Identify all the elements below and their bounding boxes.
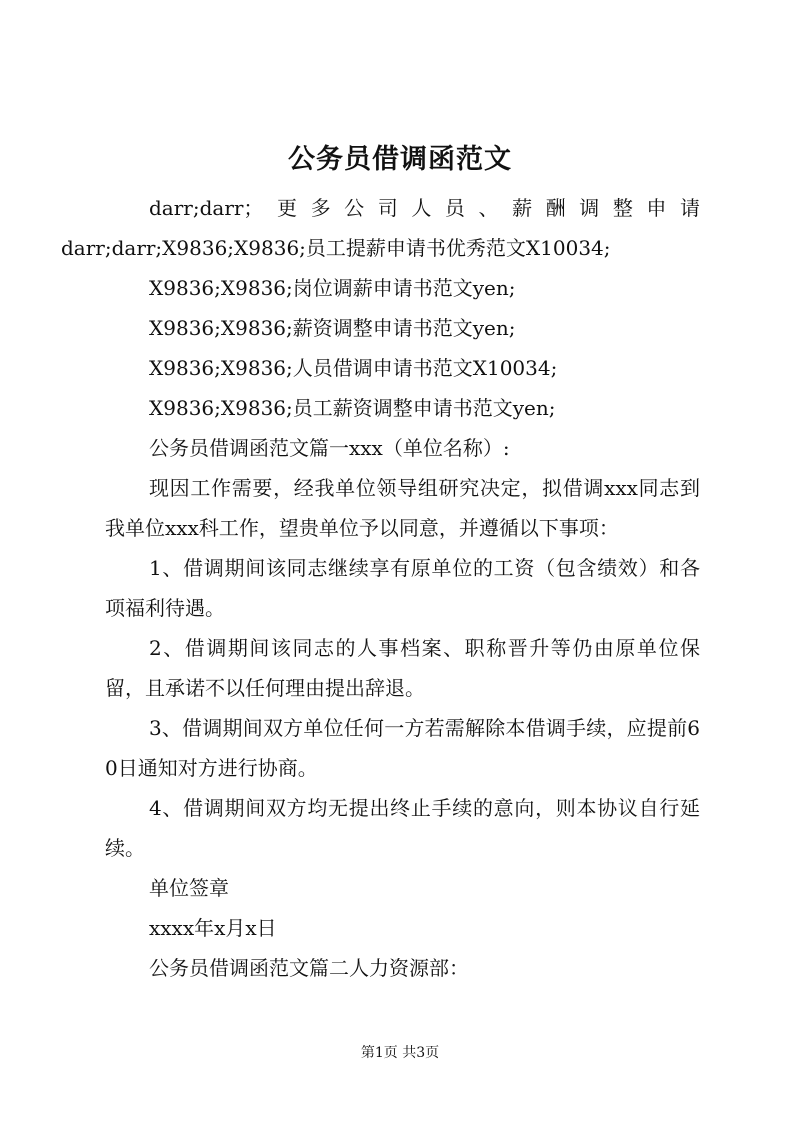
paragraph-intro: 现因工作需要，经我单位领导组研究决定，拟借调xxx同志到我单位xxx科工作，望贵单位予以同意，并遵循以下事项： bbox=[105, 476, 700, 540]
document-title: 公务员借调函范文 bbox=[288, 144, 512, 175]
page-number-footer: 第1页 共3页 bbox=[360, 1045, 440, 1061]
paragraph-item-4: 4、借调期间双方均无提出终止手续的意向，则本协议自行延续。 bbox=[105, 796, 700, 860]
paragraph-item-3: 3、借调期间双方单位任何一方若需解除本借调手续，应提前60日通知对方进行协商。 bbox=[105, 716, 700, 780]
paragraph-seal: 单位签章 bbox=[149, 876, 229, 900]
paragraph-link-4: X9836;X9836;人员借调申请书范文X10034; bbox=[149, 356, 558, 380]
paragraph-link-2: X9836;X9836;岗位调薪申请书范文yen; bbox=[149, 276, 516, 300]
paragraph-sample-two-heading: 公务员借调函范文篇二人力资源部： bbox=[149, 956, 469, 980]
paragraph-link-1: darr;darr;X9836;X9836;员工提薪申请书优秀范文X10034; bbox=[61, 236, 611, 260]
paragraph-link-5: X9836;X9836;员工薪资调整申请书范文yen; bbox=[149, 396, 556, 420]
document-body bbox=[61, 188, 700, 988]
paragraph-related-links: darr;darr；更多公司人员、薪酬调整申请 bbox=[149, 196, 700, 220]
paragraph-item-1: 1、借调期间该同志继续享有原单位的工资（包含绩效）和各项福利待遇。 bbox=[105, 556, 700, 620]
paragraph-item-2: 2、借调期间该同志的人事档案、职称晋升等仍由原单位保留，且承诺不以任何理由提出辞退。 bbox=[105, 636, 700, 700]
paragraph-link-3: X9836;X9836;薪资调整申请书范文yen; bbox=[149, 316, 516, 340]
paragraph-sample-one-heading: 公务员借调函范文篇一xxx（单位名称）: bbox=[149, 436, 510, 460]
paragraph-date: xxxx年x月x日 bbox=[149, 916, 277, 940]
